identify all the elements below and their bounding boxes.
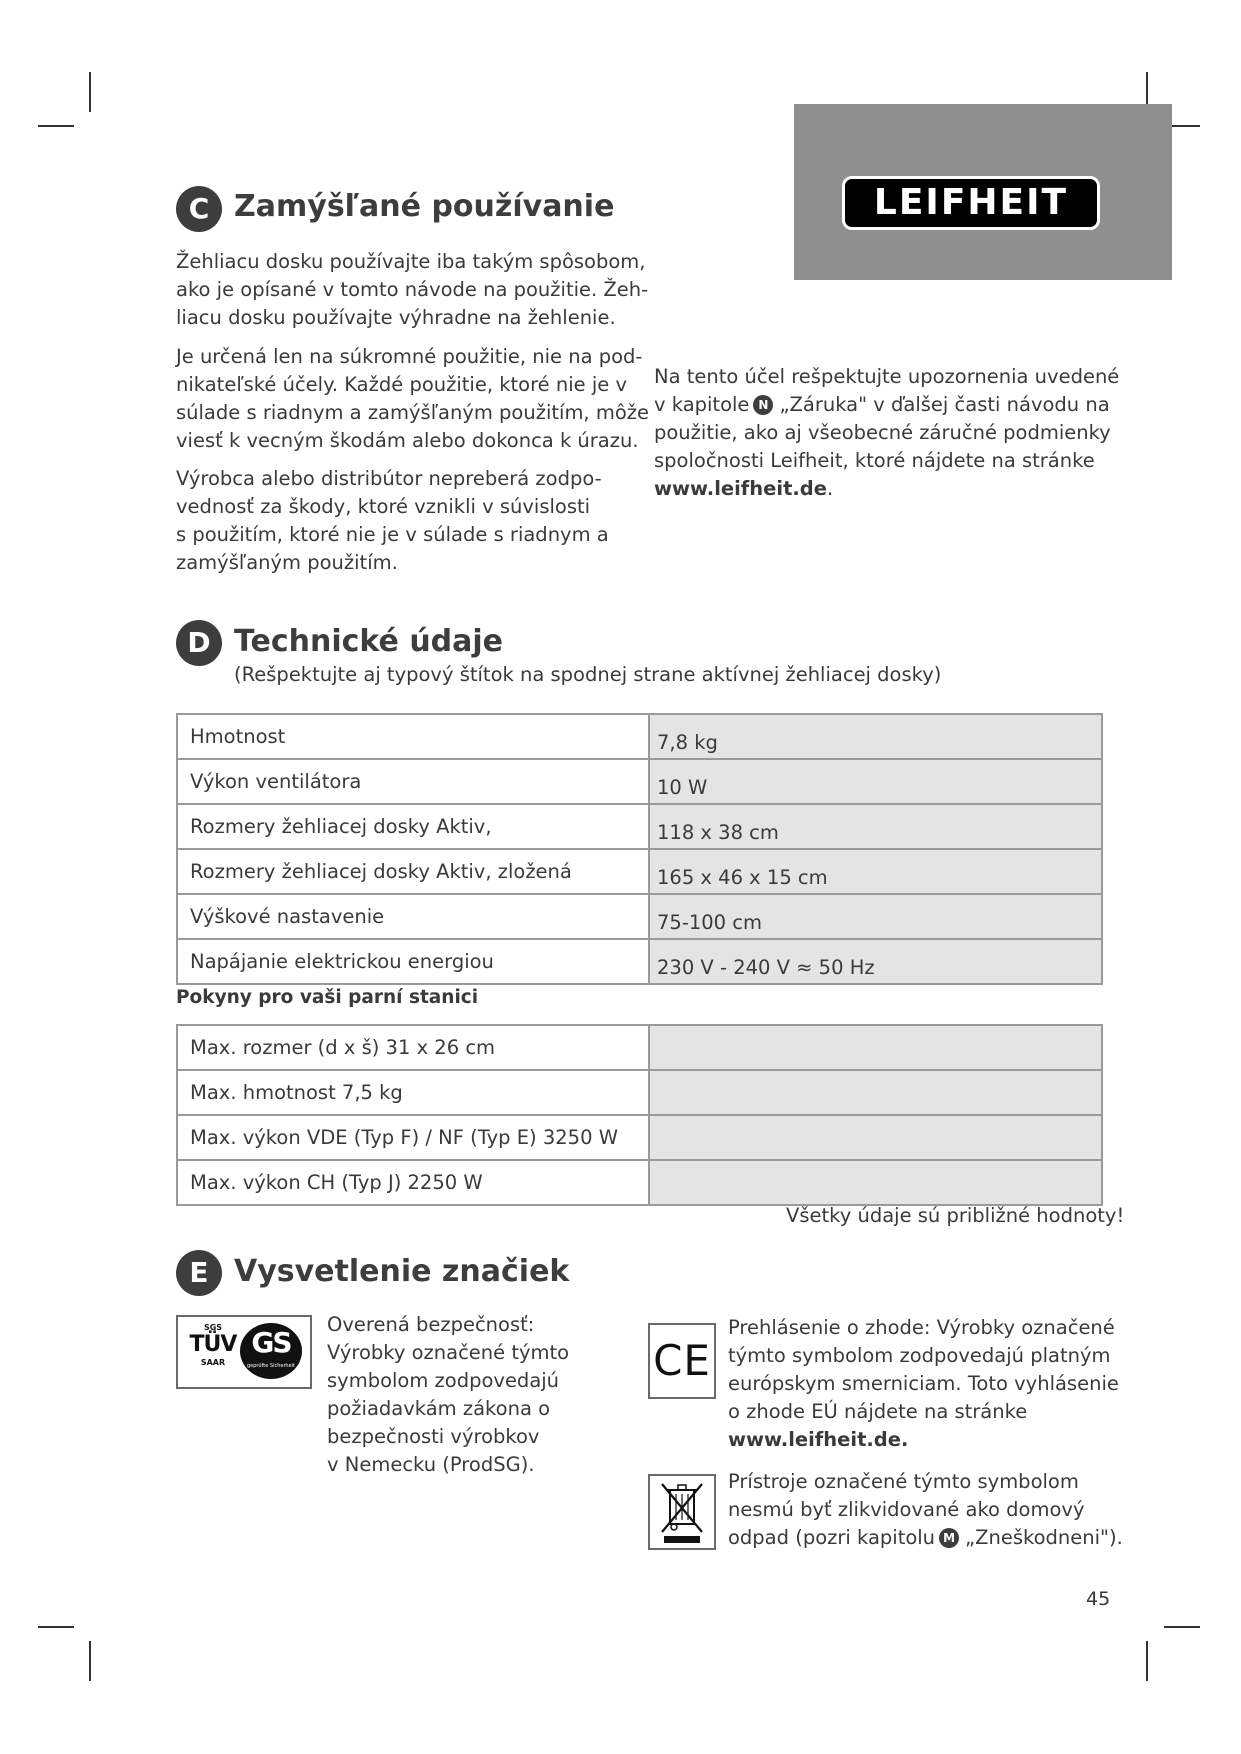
section-d-badge: D — [176, 620, 222, 666]
spec-value: 10 W — [649, 759, 1102, 804]
chapter-n-badge: N — [753, 395, 773, 415]
spec-value — [649, 1070, 1102, 1115]
spec-value: 230 V - 240 V ≈ 50 Hz — [649, 939, 1102, 984]
spec-row — [177, 849, 1102, 894]
section-c-paragraph-1: Žehliacu dosku používajte iba takým spôsobom, ako je opísané v tomto návode na použitie. Žeh- liacu dosku používajte výhradne na žehlenie. — [176, 250, 649, 329]
steam-spec-row — [177, 1115, 1102, 1160]
crop-mark — [1146, 1641, 1148, 1681]
spec-row — [177, 714, 1102, 759]
spec-row — [177, 894, 1102, 939]
approximate-values-note: Všetky údaje sú približné hodnoty! — [786, 1204, 1125, 1227]
crop-mark — [38, 1626, 74, 1628]
crop-mark — [38, 125, 74, 127]
ce-mark-icon: CE — [648, 1323, 716, 1399]
spec-label: Rozmery žehliacej dosky Aktiv, zložená — [177, 849, 649, 894]
spec-value — [649, 1160, 1102, 1205]
section-e-badge: E — [176, 1250, 222, 1296]
spec-label: Max. výkon VDE (Typ F) / NF (Typ E) 3250 W — [177, 1115, 649, 1160]
spec-value: 118 x 38 cm — [649, 804, 1102, 849]
gs-description: Overená bezpečnosť: Výrobky označené týmto symbolom zodpovedajú požiadavkám zákona o bezpečnosti výrobkov v Nemecku (ProdSG). — [327, 1313, 570, 1476]
steam-spec-row — [177, 1025, 1102, 1070]
spec-label: Max. hmotnost 7,5 kg — [177, 1070, 649, 1115]
tuv-saar-icon: SGS TÜV SAAR — [189, 1323, 237, 1367]
leifheit-url-link[interactable]: www.leifheit.de — [654, 477, 827, 500]
section-c-badge: C — [176, 186, 222, 232]
ce-url-link[interactable]: www.leifheit.de. — [728, 1428, 909, 1451]
crop-mark — [89, 72, 91, 112]
spec-label: Max. výkon CH (Typ J) 2250 W — [177, 1160, 649, 1205]
spec-value: 165 x 46 x 15 cm — [649, 849, 1102, 894]
crop-mark — [89, 1641, 91, 1681]
steam-station-heading: Pokyny pro vaši parní stanici — [176, 987, 479, 1008]
weee-bin-icon — [648, 1474, 716, 1550]
section-d-subtitle: (Rešpektujte aj typový štítok na spodnej strane aktívnej žehliacej dosky) — [234, 663, 942, 686]
technical-specs-table — [176, 713, 1103, 985]
spec-value: 75-100 cm — [649, 894, 1102, 939]
spec-value — [649, 1025, 1102, 1070]
tuv-gs-icon — [176, 1315, 312, 1389]
spec-label: Rozmery žehliacej dosky Aktiv, — [177, 804, 649, 849]
spec-label: Výkon ventilátora — [177, 759, 649, 804]
steam-spec-row — [177, 1160, 1102, 1205]
section-e-title: Vysvetlenie značiek — [234, 1254, 570, 1289]
section-c-warranty-note: Na tento účel rešpektujte upozornenia uvedené v kapitole N „Záruka" v ďalšej časti návodu na použitie, ako aj všeobecné záručné podmienky spoločnosti Leifheit, ktoré nájdete na stránke www.leifheit.de. — [654, 365, 1120, 500]
spec-row — [177, 939, 1102, 984]
spec-label: Hmotnost — [177, 714, 649, 759]
spec-row — [177, 804, 1102, 849]
steam-spec-row — [177, 1070, 1102, 1115]
page-number: 45 — [1086, 1588, 1111, 1610]
ce-description: Prehlásenie o zhode: Výrobky označené týmto symbolom zodpovedajú platným európskym smerniciam. Toto vyhlásenie o zhode EÚ nájdete na stránke www.leifheit.de. — [728, 1314, 1119, 1454]
spec-label: Max. rozmer (d x š) 31 x 26 cm — [177, 1025, 649, 1070]
spec-label: Napájanie elektrickou energiou — [177, 939, 649, 984]
weee-description: Prístroje označené týmto symbolom nesmú byť zlikvidované ako domový odpad (pozri kapitolu M „Zneškodneni"). — [728, 1470, 1123, 1549]
spec-label: Výškové nastavenie — [177, 894, 649, 939]
spec-row — [177, 759, 1102, 804]
steam-station-table — [176, 1024, 1103, 1206]
brand-logo: LEIFHEIT — [842, 176, 1100, 230]
section-c-title: Zamýšľané používanie — [234, 189, 615, 224]
chapter-m-badge: M — [939, 1528, 959, 1548]
brand-logo-panel — [794, 104, 1172, 280]
gs-icon: GS geprüfte Sicherheit — [240, 1323, 302, 1379]
crop-mark — [1164, 1626, 1200, 1628]
spec-value: 7,8 kg — [649, 714, 1102, 759]
spec-value — [649, 1115, 1102, 1160]
section-c-paragraph-3: Výrobca alebo distribútor nepreberá zodpo- vednosť za škody, ktoré vznikli v súvislosti s použitím, ktoré nie je v súlade s riadnym a zamýšľaným použitím. — [176, 467, 609, 574]
section-c-paragraph-2: Je určená len na súkromné použitie, nie na pod- nikateľské účely. Každé použitie, ktoré nie je v súlade s riadnym a zamýšľaným použitím, môže viesť k vecným škodám alebo dokonca k úrazu. — [176, 345, 649, 452]
section-d-title: Technické údaje — [234, 624, 504, 659]
